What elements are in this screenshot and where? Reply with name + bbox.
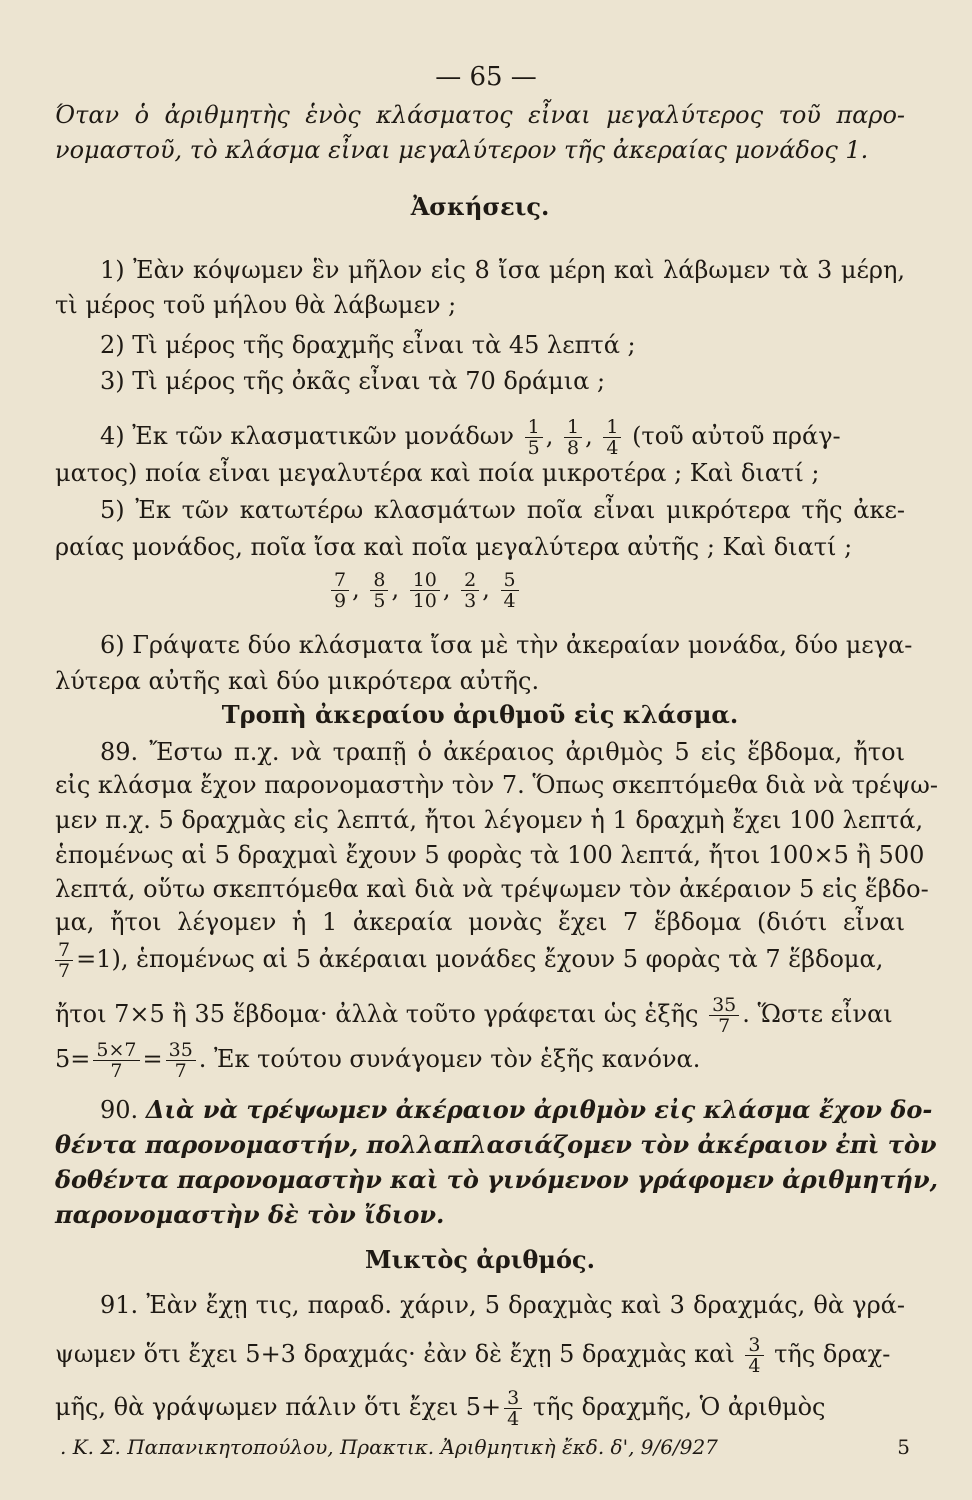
fraction-numerator: 1	[525, 417, 543, 438]
fraction-denominator: 7	[110, 1060, 123, 1082]
fraction-numerator: 8	[370, 570, 388, 591]
fraction-denominator: 8	[566, 437, 580, 459]
fraction-denominator: 10	[412, 590, 437, 612]
paragraph-90-rule-start: Διὰ νὰ τρέψωμεν ἀκέραιον ἀριθμὸν εἰς κλάσμα ἔχον δο-	[145, 1095, 933, 1124]
exercise-6-line-1: 6) Γράψατε δύο κλάσματα ἴσα μὲ τὴν ἀκεραίαν μονάδα, δύο μεγα-	[100, 631, 913, 659]
paragraph-91-line-1: 91. Ἐὰν ἔχῃ τις, παραδ. χάριν, 5 δραχμὰς καὶ 3 δραχμάς, θὰ γρά-	[100, 1291, 905, 1319]
exercise-3: 3) Τὶ μέρος τῆς ὀκᾶς εἶναι τὰ 70 δράμια ;	[100, 367, 606, 395]
paragraph-89-line-9	[55, 1035, 905, 1083]
mixed-number-heading: Μικτὸς ἀριθμός.	[365, 1245, 595, 1274]
fraction-numerator: 5	[501, 570, 519, 591]
fraction-numerator: 1	[564, 417, 582, 438]
exercise-5-line-2: ραίας μονάδος, ποῖα ἴσα καὶ ποῖα μεγαλύτερα αὐτῆς ; Καὶ διατί ;	[55, 533, 853, 561]
fraction-denominator: 9	[334, 590, 347, 612]
paragraph-89-line-9-text: . Ἐκ τούτου συνάγομεν τὸν ἑξῆς κανόνα.	[198, 1045, 701, 1073]
footer-citation: . Κ. Σ. Παπανικητοπούλου, Πρακτικ. Ἀριθμητικὴ ἔκδ. δ', 9/6/927	[60, 1435, 718, 1459]
fraction-denominator: 4	[606, 437, 619, 459]
paragraph-89-line-6: μα, ἤτοι λέγομεν ἡ 1 ἀκεραία μονὰς ἔχει 7 ἕβδομα (διότι εἶναι	[55, 908, 905, 936]
paragraph-91-line-3-end: τῆς δραχμῆς, Ὁ ἀριθμὸς	[532, 1393, 826, 1421]
paragraph-89-line-3: μεν π.χ. 5 δραχμὰς εἰς λεπτά, ἤτοι λέγομεν ἡ 1 δραχμὴ ἔχει 100 λεπτά,	[55, 806, 924, 834]
fraction-denominator: 3	[464, 590, 477, 612]
exercise-4-text-start: 4) Ἐκ τῶν κλασματικῶν μονάδων	[100, 422, 514, 450]
paragraph-89-line-4: ἑπομένως αἱ 5 δραχμαὶ ἔχουν 5 φορὰς τὰ 100 λεπτά, ἤτοι 100×5 ἢ 500	[55, 841, 925, 869]
conversion-heading: Τροπὴ ἀκεραίου ἀριθμοῦ εἰς κλάσμα.	[221, 700, 739, 729]
page-number: — 65 —	[435, 62, 537, 92]
fraction-1-4	[603, 417, 621, 458]
fraction-denominator: 7	[174, 1060, 187, 1082]
fraction-7-9	[331, 570, 349, 611]
paragraph-90-number: 90.	[100, 1096, 139, 1124]
rule-line-1: Όταν ὁ ἀριθμητὴς ἑνὸς κλάσματος εἶναι μεγαλύτερος τοῦ παρο-	[55, 101, 905, 129]
paragraph-91-line-2-text: ψωμεν ὅτι ἔχει 5+3 δραχμάς· ἐὰν δὲ ἔχῃ 5 δραχμὰς καὶ	[55, 1340, 735, 1368]
paragraph-89-line-7	[55, 935, 905, 983]
fraction-5-4	[501, 570, 519, 611]
signature-mark: 5	[897, 1435, 910, 1459]
paragraph-91-line-2-end: τῆς δραχ-	[774, 1340, 891, 1368]
fraction-3-4-b	[504, 1388, 522, 1429]
paragraph-89-line-8	[55, 990, 905, 1038]
fraction-10-10	[410, 570, 440, 611]
page-footer	[60, 1435, 910, 1459]
fraction-numerator: 35	[166, 1040, 196, 1061]
fraction-numerator: 2	[461, 570, 479, 591]
exercise-4-text-end: (τοῦ αὐτοῦ πράγ-	[632, 422, 841, 450]
fraction-8-5	[370, 570, 388, 611]
paragraph-89-line-1: 89. Ἔστω π.χ. νὰ τραπῇ ὁ ἀκέραιος ἀριθμὸς 5 εἰς ἕβδομα, ἤτοι	[100, 738, 905, 766]
exercises-heading: Ἀσκήσεις.	[410, 192, 550, 221]
paragraph-90-line-4: παρονομαστὴν δὲ τὸν ἴδιον.	[55, 1200, 445, 1229]
paragraph-91-line-2	[55, 1330, 905, 1378]
fraction-5x7-7	[93, 1040, 139, 1081]
paragraph-90-line-2: θέντα παρονομαστήν, πολλαπλασιάζομεν τὸν ἀκέραιον ἐπὶ τὸν	[55, 1130, 937, 1159]
fraction-3-4	[745, 1335, 763, 1376]
fraction-numerator: 1	[603, 417, 621, 438]
fraction-7-7	[55, 940, 73, 981]
paragraph-91-line-3	[55, 1383, 905, 1431]
paragraph-89-line-7-text: =1), ἑπομένως αἱ 5 ἀκέραιαι μονάδες ἔχουν 5 φορὰς τὰ 7 ἕβδομα,	[76, 945, 884, 973]
equation-start: 5=	[55, 1045, 91, 1073]
fraction-1-5	[525, 417, 543, 458]
exercise-2: 2) Τὶ μέρος τῆς δραχμῆς εἶναι τὰ 45 λεπτά ;	[100, 331, 636, 359]
paragraph-89-line-5: λεπτά, οὕτω σκεπτόμεθα καὶ διὰ νὰ τρέψωμεν τὸν ἀκέραιον 5 εἰς ἕβδο-	[55, 875, 929, 903]
paragraph-89-line-2: εἰς κλάσμα ἔχον παρονομαστὴν τὸν 7. Ὅπως σκεπτόμεθα διὰ νὰ τρέψω-	[55, 771, 938, 799]
paragraph-90-line-3: δοθέντα παρονομαστὴν καὶ τὸ γινόμενον γράφομεν ἀριθμητήν,	[55, 1165, 938, 1194]
rule-line-2: νομαστοῦ, τὸ κλάσμα εἶναι μεγαλύτερον τῆς ἀκεραίας μονάδος 1.	[55, 136, 869, 164]
fraction-denominator: 5	[527, 437, 540, 459]
fraction-35-7-b	[166, 1040, 196, 1081]
fraction-denominator: 4	[503, 590, 516, 612]
fraction-numerator: 7	[55, 940, 73, 961]
fraction-numerator: 5×7	[93, 1040, 139, 1061]
exercise-4-line-1: 4) Ἐκ τῶν κλασματικῶν μονάδων $\frac{1}{5}$ , $\frac{1}{8}$ , $\frac{1}{4}$ (τοῦ αὐτοῦ πράγ-	[100, 416, 841, 459]
exercise-6-line-2: λύτερα αὐτῆς καὶ δύο μικρότερα αὐτῆς.	[55, 667, 540, 695]
fraction-denominator: 7	[58, 960, 71, 982]
fraction-35-7	[709, 995, 739, 1036]
fraction-denominator: 7	[718, 1015, 731, 1037]
paragraph-89-line-8-text: ἤτοι 7×5 ἢ 35 ἕβδομα· ἀλλὰ τοῦτο γράφεται ὡς ἑξῆς	[55, 1000, 699, 1028]
paragraph-90-line-1	[100, 1095, 933, 1125]
fraction-1-8	[564, 417, 582, 458]
equals-sign: =	[142, 1045, 163, 1073]
fraction-numerator: 10	[410, 570, 440, 591]
fraction-numerator: 3	[504, 1388, 522, 1409]
fraction-denominator: 5	[373, 590, 386, 612]
fraction-numerator: 35	[709, 995, 739, 1016]
exercise-1-line-2: τὶ μέρος τοῦ μήλου θὰ λάβωμεν ;	[55, 291, 457, 319]
fraction-numerator: 7	[331, 570, 349, 591]
exercise-5-line-1: 5) Ἐκ τῶν κατωτέρω κλασμάτων ποῖα εἶναι μικρότερα τῆς ἀκε-	[100, 496, 905, 524]
fraction-numerator: 3	[745, 1335, 763, 1356]
exercise-4-line-2: ματος) ποία εἶναι μεγαλυτέρα καὶ ποία μικροτέρα ; Καὶ διατί ;	[55, 459, 820, 487]
fraction-denominator: 4	[507, 1408, 520, 1430]
fraction-2-3	[461, 570, 479, 611]
exercise-5-fractions: $\frac{7}{9}$ , $\frac{8}{5}$ , $\frac{10}{10}$ , $\frac{2}{3}$ , $\frac{5}{4}$	[328, 565, 628, 613]
paragraph-91-line-3-text: μῆς, θὰ γράψωμεν πάλιν ὅτι ἔχει 5+	[55, 1393, 502, 1421]
exercise-1-line-1: 1) Ἐὰν κόψωμεν ἓν μῆλον εἰς 8 ἴσα μέρη καὶ λάβωμεν τὰ 3 μέρη,	[100, 256, 905, 284]
fraction-denominator: 4	[748, 1355, 761, 1377]
paragraph-89-line-8-end: . Ὥστε εἶναι	[742, 1000, 893, 1028]
